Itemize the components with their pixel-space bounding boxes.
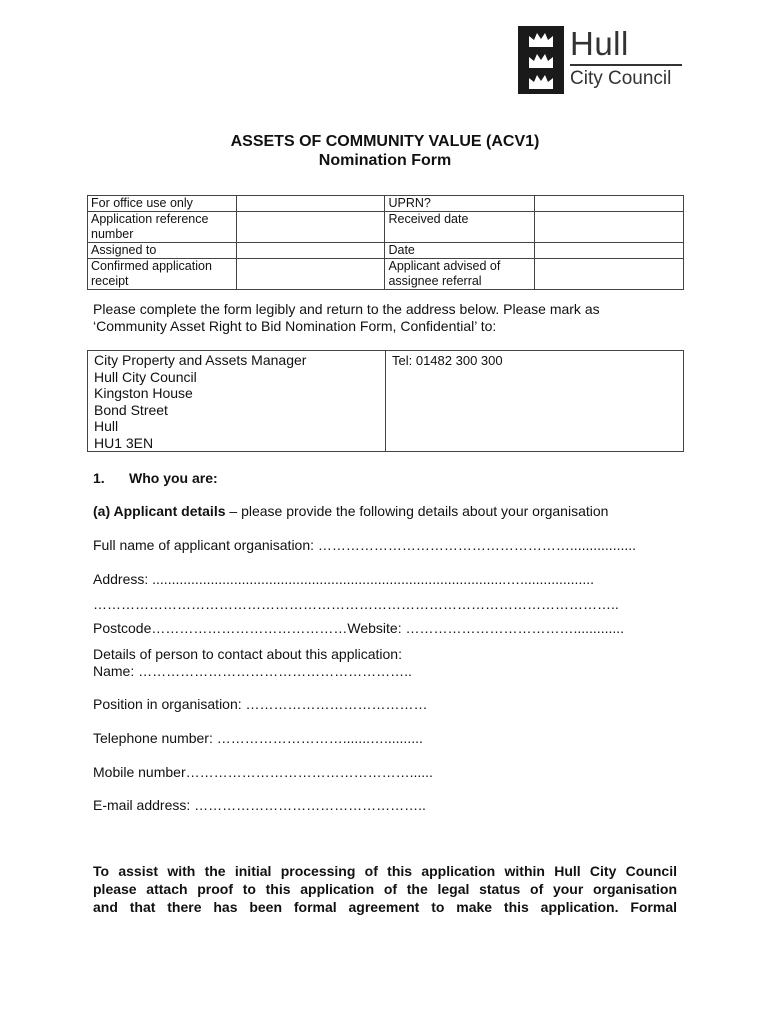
telephone-number: Tel: 01482 300 300 <box>392 353 503 368</box>
full-name-field[interactable]: Full name of applicant organisation: ………………………………………………................. <box>93 537 637 553</box>
office-label: For office use only <box>88 196 237 212</box>
table-row <box>88 259 684 290</box>
address-line: Kingston House <box>94 385 193 402</box>
form-title: ASSETS OF COMMUNITY VALUE (ACV1) <box>230 133 540 150</box>
logo-hull-text: Hull <box>570 25 629 62</box>
office-value-cell[interactable] <box>237 196 385 212</box>
logo-city-council-text: City Council <box>570 68 672 89</box>
office-label: Date <box>385 243 534 259</box>
office-label: Confirmed application receipt <box>88 259 237 290</box>
address-field-line-2[interactable]: ………………………………………………………………………………………………….. <box>93 596 619 612</box>
office-label: Applicant advised of assignee referral <box>385 259 534 290</box>
instructions-line-1: Please complete the form legibly and return to the address below. Please mark as <box>93 301 600 317</box>
office-label: Application reference number <box>88 212 237 243</box>
office-value-cell[interactable] <box>534 212 683 243</box>
contact-name-field[interactable]: Name: ………………………………………………….. <box>93 663 412 679</box>
address-line: Bond Street <box>94 401 168 418</box>
office-value-cell[interactable] <box>237 243 385 259</box>
return-address-box <box>87 350 684 452</box>
office-label: Received date <box>385 212 534 243</box>
office-use-table <box>87 195 684 290</box>
paragraph-line: please attach proof to this application of the legal status of your organisation <box>93 881 677 897</box>
paragraph-line: and that there has been formal agreement to make this application. Formal <box>93 899 677 915</box>
position-field[interactable]: Position in organisation: ………………………………… <box>93 696 428 712</box>
office-value-cell[interactable] <box>237 212 385 243</box>
address-line: Hull City Council <box>94 368 197 385</box>
logo-divider <box>570 64 682 66</box>
paragraph-line: To assist with the initial processing of this application within Hull City Council <box>93 863 677 879</box>
table-row <box>88 196 684 212</box>
office-label: Assigned to <box>88 243 237 259</box>
applicant-details-label: (a) Applicant details <box>93 503 226 519</box>
table-row <box>88 212 684 243</box>
hull-city-council-logo <box>518 26 684 94</box>
applicant-details-description: – please provide the following details about your organisation <box>225 503 609 519</box>
office-value-cell[interactable] <box>237 259 385 290</box>
legal-status-paragraph <box>93 862 677 916</box>
applicant-details-intro <box>93 503 608 520</box>
mobile-field[interactable]: Mobile number…………………………………………...... <box>93 764 433 780</box>
section-1-heading <box>93 470 218 487</box>
table-row <box>88 243 684 259</box>
postcode-website-field[interactable]: Postcode……………………………………Website: ………………………………............. <box>93 620 625 636</box>
office-value-cell[interactable] <box>534 196 683 212</box>
instructions-line-2: ‘Community Asset Right to Bid Nomination Form, Confidential’ to: <box>93 318 497 334</box>
telephone-field[interactable]: Telephone number: ……………………….......….......... <box>93 730 423 746</box>
email-field[interactable]: E-mail address: ………………………………………….. <box>93 797 426 813</box>
return-address <box>88 351 386 451</box>
office-label: UPRN? <box>385 196 534 212</box>
office-value-cell[interactable] <box>534 243 683 259</box>
section-number: 1. <box>93 470 105 486</box>
address-line: Hull <box>94 418 119 435</box>
office-value-cell[interactable] <box>534 259 683 290</box>
address-line: HU1 3EN <box>94 434 154 451</box>
three-crowns-icon <box>518 26 564 94</box>
address-line: City Property and Assets Manager <box>94 352 307 368</box>
contact-details-heading: Details of person to contact about this application: <box>93 646 402 662</box>
form-subtitle: Nomination Form <box>318 152 452 169</box>
address-field[interactable]: Address: ...........................................................................................…................... <box>93 571 594 587</box>
section-title: Who you are: <box>129 470 218 486</box>
